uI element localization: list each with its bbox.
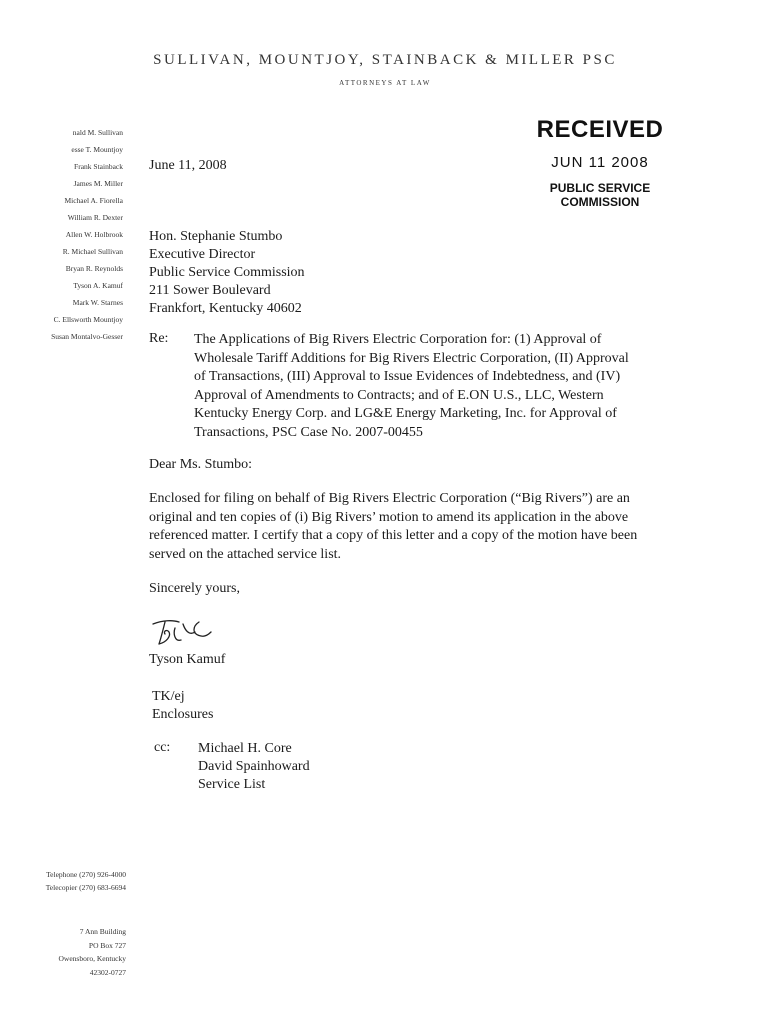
stamp-agency-line: COMMISSION <box>560 195 640 209</box>
received-stamp <box>525 116 675 209</box>
address-line: Hon. Stephanie Stumbo <box>149 229 283 244</box>
attorney-name: James M. Miller <box>73 179 123 188</box>
body-paragraph <box>149 490 677 564</box>
signer-name: Tyson Kamuf <box>149 652 226 667</box>
attorney-name: Bryan R. Reynolds <box>65 264 123 273</box>
attorney-name: Susan Montalvo-Gesser <box>51 332 123 341</box>
contact-info <box>18 868 126 894</box>
body-line: served on the attached service list. <box>149 546 342 562</box>
body-line: Enclosed for filing on behalf of Big Rivers Electric Corporation (“Big Rivers”) are an <box>149 491 630 506</box>
cc-recipient: David Spainhoward <box>198 759 310 774</box>
re-line: of Transactions, (III) Approval to Issue Evidences of Indebtedness, and (IV) <box>194 369 621 384</box>
address-line: Frankfort, Kentucky 40602 <box>149 301 302 316</box>
re-subject <box>194 331 674 442</box>
address-line: Public Service Commission <box>149 265 305 280</box>
letter-date: June 11, 2008 <box>149 158 227 173</box>
salutation: Dear Ms. Stumbo: <box>149 457 253 472</box>
attorney-name: Mark W. Starnes <box>72 298 123 307</box>
office-line: PO Box 727 <box>88 940 126 950</box>
reference-block <box>152 688 213 724</box>
address-line: Executive Director <box>149 247 256 262</box>
attorney-name: nald M. Sullivan <box>72 128 123 137</box>
attorney-name: Michael A. Fiorella <box>64 196 123 205</box>
re-line: Wholesale Tariff Additions for Big Rivers Electric Corporation, (II) Approval <box>194 350 629 366</box>
cc-label: cc: <box>154 740 171 755</box>
signature-image <box>149 612 219 648</box>
attorney-name: Tyson A. Kamuf <box>73 281 123 290</box>
body-line: original and ten copies of (i) Big Rivers’ motion to amend its application in the above <box>149 509 629 525</box>
office-line: Owensboro, Kentucky <box>58 954 126 963</box>
stamp-date: JUN 11 2008 <box>551 154 649 171</box>
body-line: referenced matter. I certify that a copy of this letter and a copy of the motion have been <box>149 528 638 543</box>
office-line: 42302-0727 <box>89 967 126 977</box>
reference-initials: TK/ej <box>152 689 185 704</box>
cc-recipient: Service List <box>198 777 266 792</box>
attorney-name: Frank Stainback <box>74 162 123 171</box>
stamp-title: RECEIVED <box>536 116 664 143</box>
re-line: Approval of Amendments to Contracts; and of E.ON U.S., LLC, Western <box>194 387 604 403</box>
attorney-name: R. Michael Sullivan <box>62 247 123 256</box>
attorney-name: Allen W. Holbrook <box>65 230 123 239</box>
attorney-name: C. Ellsworth Mountjoy <box>53 315 123 324</box>
office-address <box>18 925 126 979</box>
attorney-name: esse T. Mountjoy <box>71 145 123 154</box>
cc-recipient: Michael H. Core <box>198 741 292 756</box>
stamp-agency-line: PUBLIC SERVICE <box>549 181 651 195</box>
cc-list <box>198 740 310 794</box>
firm-subtitle: ATTORNEYS AT LAW <box>339 79 431 87</box>
closing: Sincerely yours, <box>149 581 240 596</box>
office-line: 7 Ann Building <box>79 927 126 936</box>
attorney-list <box>20 124 123 345</box>
attorney-name: William R. Dexter <box>67 213 123 222</box>
enclosures-label: Enclosures <box>152 707 214 722</box>
recipient-address <box>149 228 305 318</box>
re-line: The Applications of Big Rivers Electric Corporation for: (1) Approval of <box>194 332 602 347</box>
re-line: Kentucky Energy Corp. and LG&E Energy Marketing, Inc. for Approval of <box>194 406 617 421</box>
re-label: Re: <box>149 331 169 346</box>
address-line: 211 Sower Boulevard <box>149 283 271 298</box>
stamp-agency <box>525 181 675 209</box>
telephone: Telephone (270) 926-4000 <box>46 870 126 879</box>
telecopier: Telecopier (270) 683-6694 <box>45 883 126 892</box>
re-line: Transactions, PSC Case No. 2007-00455 <box>194 424 423 440</box>
firm-name: SULLIVAN, MOUNTJOY, STAINBACK & MILLER PSC <box>153 52 617 68</box>
